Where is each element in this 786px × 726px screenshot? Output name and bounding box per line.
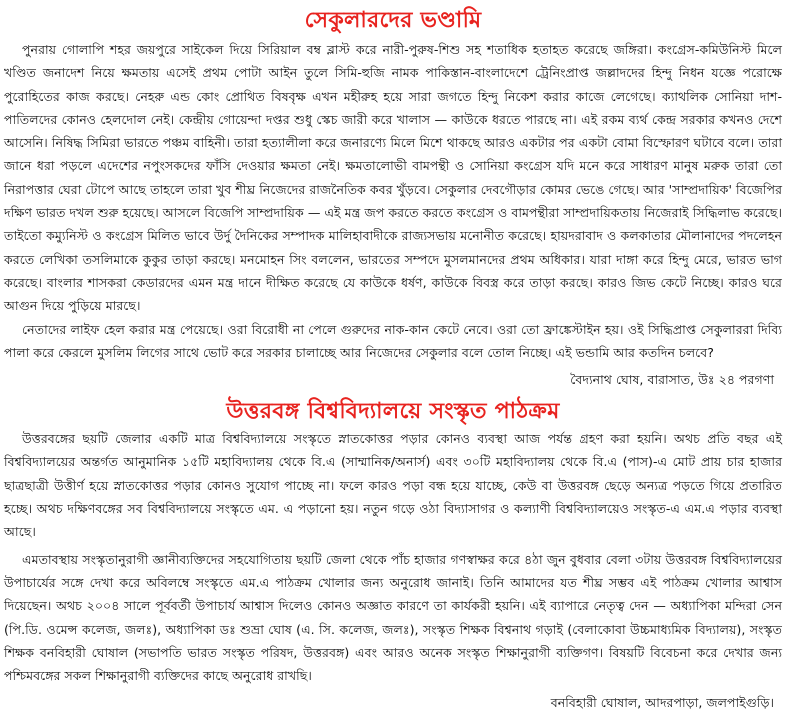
letter-secular-hypocrisy [4,4,782,391]
letter-1-paragraph-1: পুনরায় গোলাপি শহর জয়পুরে সাইকেল দিয়ে সিরিয়াল বম্ব ব্লাস্ট করে নারী-পুরুষ-শিশু সহ শতাধিক হতাহত করেছে জঙ্গিরা। কংগ্রেস-কমিউনিস্ট মিলে খণ্ডিত জনাদেশ নিয়ে ক্ষমতায় এসেই প্রথম পোটা আইন তুলে সিমি-হুজি নামক পাকিস্তান-বাংলাদেশে ট্রেনিংপ্রাপ্ত জল্লাদদের হিন্দু নিধন যজ্ঞে পরোক্ষে পুরোহিতের কাজ করছে। নেহরু এন্ড কোং প্রোথিত বিষবৃক্ষ এখন মহীরুহ হয়ে সারা জগতে হিন্দু নিকেশ করার কাজে লেগেছে। ক্যাথলিক সোনিয়া দাশ-পাতিলদের কোনও হেলদোল নেই। কেন্দ্রীয় গোয়েন্দা দপ্তর শুধু স্কেচ জারী করে খালাস — কাউকে ধরতে পারছে না। এই রকম ব্যর্থ কেন্দ্র সরকার কখনও দেশে আসেনি। নিষিদ্ধ সিমিরা ভারতে পঞ্চম বাহিনী। তারা হত্যালীলা করে জনারণ্যে মিলে মিশে থাকছে আরও একটার পর একটা বোমা বিস্ফোরণ ঘটাবে বলে। তারা জানে ধরা পড়লে এদেশের নপুংসকদের ফাঁসি দেওয়ার ক্ষমতা নেই। ক্ষমতালোভী বামপন্থী ও সোনিয়া কংগ্রেস যদি মনে করে সাধারণ মানুষ মরুক তারা তো নিরাপত্তার ঘেরা টোপে আছে তাহলে তারা খুব শীঘ্র নিজেদের রাজনৈতিক কবর খুঁড়বে। সেকুলার দেবগৌড়ার কোমর ভেঙে গেছে। আর 'সাম্প্রদায়িক' বিজেপির দক্ষিণ ভারত দখল শুরু হয়েছে। আসলে বিজেপি সাম্প্রদায়িক — এই মন্ত্র জপ করতে করতে কংগ্রেস ও বামপন্থীরা সাম্প্রদায়িকতায় নিজেরাই সিদ্ধিলাভ করেছে। তাইতো কম্যুনিস্ট ও কংগ্রেস মিলিত ভাবে উর্দু দৈনিকের সম্পাদক মালিহাবাদীকে রাজ্যসভায় মনোনীত করেছে। হায়দরাবাদ ও কলকাতার মৌলানাদের পদলেহন করতে লেখিকা তসলিমাকে কুকুর তাড়া করছে। মনমোহন সিং বললেন, ভারতের সম্পদে মুসলমানদের প্রথম অধিকার। যারা দাঙ্গা করে হিন্দু মেরে, ভারত ভাগ করেছে। বাংলার শাসকরা কেডারদের এমন মন্ত্র দানে দীক্ষিত করেছে যে কাউকে ধর্ষণ, কাউকে বিবস্ত্র করে তাড়া করছে। কারও জিভ কেটে নিচ্ছে। কারও ঘরে আগুন দিয়ে পুড়িয়ে মারছে। [4,42,782,314]
letter-2-signature: বনবিহারী ঘোষাল, আদরপাড়া, জলপাইগুড়ি। [550,695,774,711]
letter-1-paragraph-2: নেতাদের লাইফ হেল করার মন্ত্র পেয়েছে। ওরা বিরোধী না পেলে গুরুদের নাক-কান কেটে নেবে। ওরা তো ফ্রাঙ্কেস্টাইন হয়। ওই সিদ্ধিপ্রাপ্ত সেকুলাররা দিব্যি পালা করে কেরলে মুসলিম লিগের সাথে ভোট করে সরকার চালাচ্ছে আর নিজেদের সেকুলার বলে তোল নিচ্ছে। এই ভন্ডামি আর কতদিন চলবে? [4,321,782,360]
letter-2-paragraph-1: উত্তরবঙ্গের ছয়টি জেলার একটি মাত্র বিশ্ববিদ্যালয়ে সংস্কৃতে স্নাতকোত্তর পড়ার কোনও ব্যবস্থা আজ পর্যন্ত গ্রহণ করা হয়নি। অথচ প্রতি বছর এই বিশ্ববিদ্যালয়ের অন্তর্গত আনুমানিক ১৫টি মহাবিদ্যালয় থেকে বি.এ (সাম্মানিক/অনার্স) এবং ৩০টি মহাবিদ্যালয় থেকে বি.এ (পাস)-এ মোট প্রায় চার হাজার ছাত্রছাত্রী উত্তীর্ণ হয়ে স্নাতকোত্তর পড়ার কোনও সুযোগ পাচ্ছে না। ফলে কারও পড়া বন্ধ হয়ে যাচ্ছে, কেউ বা উত্তরবঙ্গ ছেড়ে অন্যত্র পড়তে গিয়ে প্রতারিত হচ্ছে। অথচ দক্ষিণবঙ্গের সব বিশ্ববিদ্যালয়ে সংস্কৃতে এম. এ পড়ানো হয়। নতুন গড়ে ওঠা বিদ্যাসাগর ও কল্যাণী বিশ্ববিদ্যালয়েও সংস্কৃত-এ এম.এ পড়ার ব্যবস্থা আছে। [4,431,782,540]
letter-2-paragraph-2: এমতাবস্থায় সংস্কৃতানুরাগী জ্ঞানীব্যক্তিদের সহযোগিতায় ছয়টি জেলা থেকে পাঁচ হাজার গণস্বাক্ষর করে ৪ঠা জুন বুধবার বেলা ৩টায় উত্তরবঙ্গ বিশ্ববিদ্যালয়ের উপাচার্যের সঙ্গে দেখা করে অবিলম্বে সংস্কৃতে এম.এ পাঠক্রম খোলার জন্য অনুরোধ জানাই। তিনি আমাদের যত শীঘ্র সম্ভব এই পাঠক্রম খোলার আশ্বাস দিয়েছেন। অথচ ২০০৪ সালে পূর্ববর্তী উপাচার্য আশ্বাস দিলেও কোনও অজ্ঞাত কারণে তা কার্যকরী হয়নি। এই ব্যাপারে নেতৃত্ব দেন — অধ্যাপিকা মন্দিরা সেন (পি.ডি. ওমেন্স কলেজ, জলঃ), অধ্যাপিকা ডঃ শুভ্রা ঘোষ (এ. সি. কলেজ, জলঃ), সংস্কৃত শিক্ষক বিশ্বনাথ গড়াই (বেলাকোবা উচ্চমাধ্যমিক বিদ্যালয়), সংস্কৃত শিক্ষক বনবিহারী ঘোষাল (সভাপতি ভারত সংস্কৃত পরিষদ, উত্তরবঙ্গ) এবং আরও অনেক সংস্কৃত শিক্ষানুরাগী ব্যক্তিগণ। বিষয়টি বিবেচনা করে দেখার জন্য পশ্চিমবঙ্গের সকল শিক্ষানুরাগী ব্যক্তিদের কাছে অনুরোধ রাখছি। [4,551,782,684]
headline-secular-hypocrisy: সেকুলারদের ভণ্ডামি [304,7,482,33]
letter-1-signature: বৈদ্যনাথ ঘোষ, বারাসাত, উঃ ২৪ পরগণা [570,372,774,388]
letter-sanskrit-course [4,395,782,714]
headline-sanskrit-course: উত্তরবঙ্গ বিশ্ববিদ্যালয়ে সংস্কৃত পাঠক্রম [226,398,560,425]
